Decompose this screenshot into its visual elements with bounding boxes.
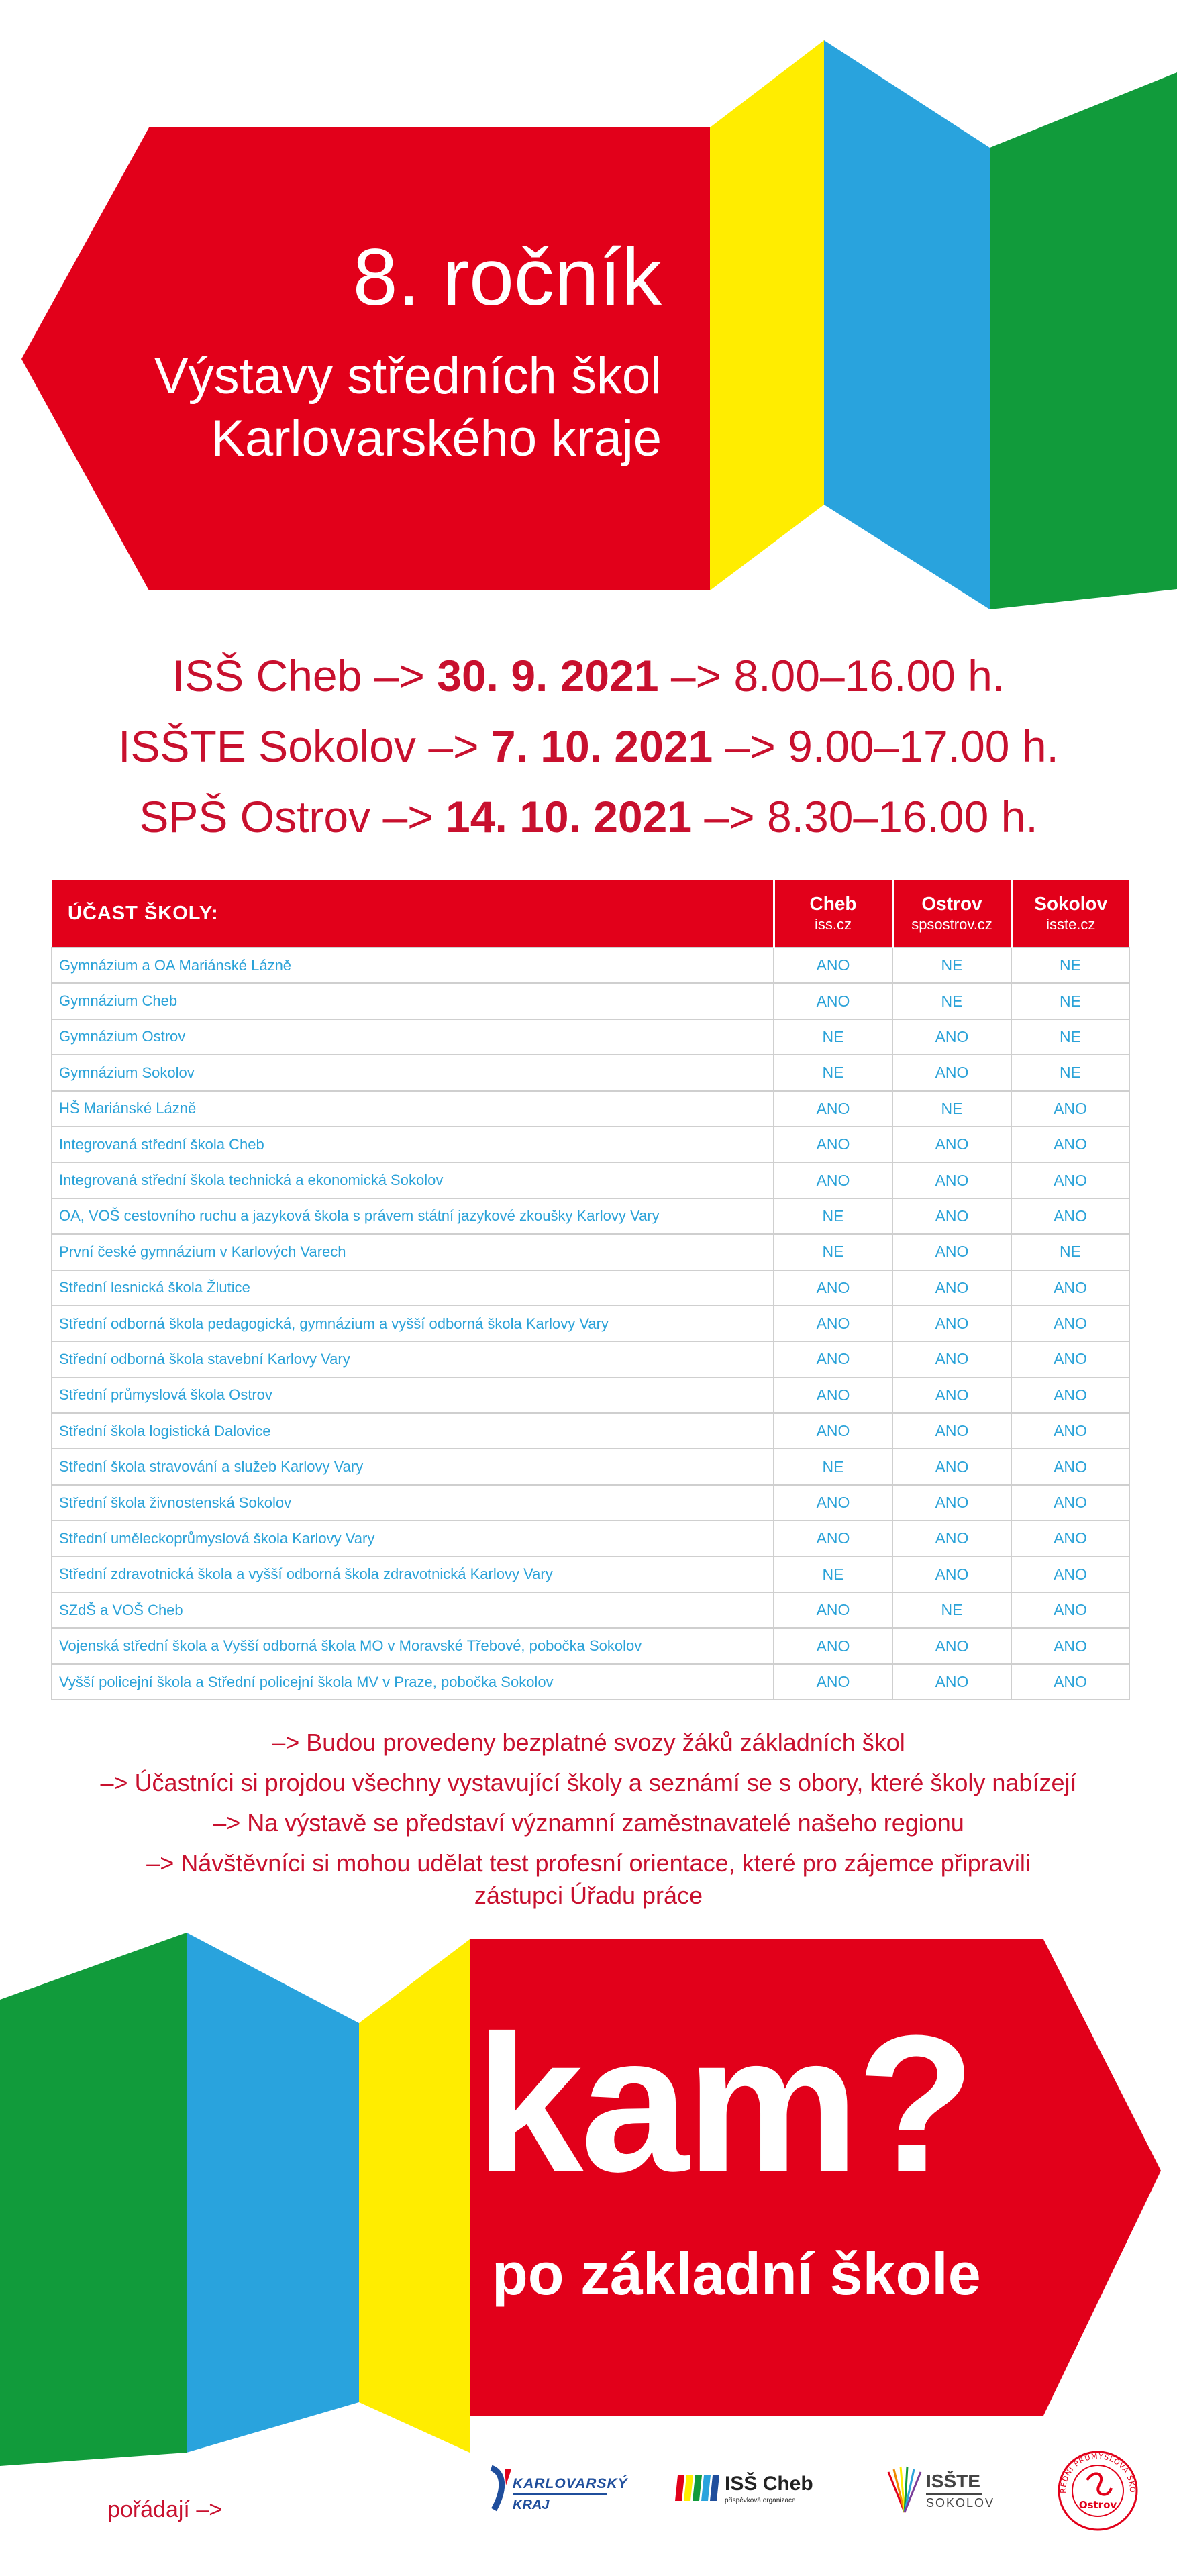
participation-cell: ANO bbox=[892, 1485, 1011, 1521]
participation-cell: ANO bbox=[1011, 1127, 1129, 1162]
school-name: Střední uměleckoprůmyslová škola Karlovy Vary bbox=[52, 1521, 774, 1556]
school-name: Gymnázium Sokolov bbox=[52, 1055, 774, 1090]
participation-cell: ANO bbox=[892, 1628, 1011, 1663]
participation-cell: ANO bbox=[1011, 1270, 1129, 1306]
school-name: Vojenská střední škola a Vyšší odborná škola MO v Moravské Třebové, pobočka Sokolov bbox=[52, 1628, 774, 1663]
schedule-line bbox=[0, 716, 1177, 776]
participation-cell: ANO bbox=[892, 1341, 1011, 1377]
participation-cell: ANO bbox=[1011, 1341, 1129, 1377]
participation-cell: NE bbox=[892, 983, 1011, 1019]
schedule-arrow: –> bbox=[382, 792, 433, 841]
schedule-hours: 8.00–16.00 h. bbox=[733, 651, 1005, 701]
table-row bbox=[52, 1162, 1129, 1198]
participation-cell: ANO bbox=[892, 1234, 1011, 1270]
school-name: Střední škola logistická Dalovice bbox=[52, 1413, 774, 1449]
participation-cell: ANO bbox=[892, 1664, 1011, 1700]
participation-cell: NE bbox=[774, 1557, 892, 1592]
top-banner-green-panel bbox=[990, 72, 1177, 609]
participation-cell: ANO bbox=[1011, 1628, 1129, 1663]
bottom-banner-green-panel bbox=[0, 1933, 187, 2466]
participation-cell: NE bbox=[1011, 983, 1129, 1019]
participation-cell: ANO bbox=[892, 1521, 1011, 1556]
participation-cell: ANO bbox=[892, 1198, 1011, 1234]
seal-ring-text: ŘEDNÍ PRŮMYSLOVÁ ŠKO bbox=[1058, 2451, 1137, 2493]
table-body bbox=[52, 947, 1129, 1700]
participation-cell: ANO bbox=[1011, 1664, 1129, 1700]
schedule-arrow: –> bbox=[670, 651, 722, 701]
table-row bbox=[52, 1628, 1129, 1663]
school-name: První české gymnázium v Karlových Varech bbox=[52, 1234, 774, 1270]
table-row bbox=[52, 1055, 1129, 1090]
participation-cell: ANO bbox=[892, 1270, 1011, 1306]
table-row bbox=[52, 1127, 1129, 1162]
participation-cell: ANO bbox=[892, 1055, 1011, 1090]
school-name: HŠ Mariánské Lázně bbox=[52, 1091, 774, 1127]
sps-ostrov-seal-icon bbox=[1055, 2448, 1141, 2534]
participation-cell: ANO bbox=[1011, 1485, 1129, 1521]
logo-text-line2: příspěvková organizace bbox=[725, 2497, 796, 2504]
logo-text-line2: Ostrov bbox=[1078, 2499, 1117, 2511]
table-row bbox=[52, 947, 1129, 983]
table-row bbox=[52, 1378, 1129, 1413]
school-name: Gymnázium a OA Mariánské Lázně bbox=[52, 947, 774, 983]
participation-cell: NE bbox=[892, 1091, 1011, 1127]
school-name: Střední průmyslová škola Ostrov bbox=[52, 1378, 774, 1413]
participation-cell: ANO bbox=[1011, 1449, 1129, 1484]
edition-title: 8. ročník bbox=[352, 232, 662, 322]
participation-cell: ANO bbox=[1011, 1091, 1129, 1127]
participation-cell: ANO bbox=[774, 1091, 892, 1127]
participation-cell: ANO bbox=[1011, 1592, 1129, 1628]
top-banner-blue-panel bbox=[824, 40, 990, 609]
table-row bbox=[52, 1521, 1129, 1556]
schedule-date: 30. 9. 2021 bbox=[437, 651, 659, 701]
schedule-arrow: –> bbox=[725, 721, 776, 771]
school-name: OA, VOŠ cestovního ruchu a jazyková škola s právem státní jazykové zkoušky Karlovy Vary bbox=[52, 1198, 774, 1234]
table-row bbox=[52, 1413, 1129, 1449]
slogan-small: po základní škole bbox=[492, 2240, 981, 2307]
info-note: –> Budou provedeny bezplatné svozy žáků základních škol bbox=[272, 1729, 905, 1756]
isste-sokolov-logo bbox=[886, 2464, 995, 2518]
table-row bbox=[52, 1341, 1129, 1377]
schedule-venue: ISŠTE Sokolov bbox=[118, 721, 416, 771]
table-row bbox=[52, 1485, 1129, 1521]
participation-cell: NE bbox=[1011, 1055, 1129, 1090]
bottom-banner-blue-panel bbox=[187, 1933, 359, 2453]
table-row bbox=[52, 1664, 1129, 1700]
school-name: Vyšší policejní škola a Střední policejní škola MV v Praze, pobočka Sokolov bbox=[52, 1664, 774, 1700]
school-name: Střední škola stravování a služeb Karlovy Vary bbox=[52, 1449, 774, 1484]
participation-cell: NE bbox=[1011, 1234, 1129, 1270]
column-name: Ostrov bbox=[921, 893, 982, 914]
school-name: Integrovaná střední škola Cheb bbox=[52, 1127, 774, 1162]
participation-cell: ANO bbox=[774, 1378, 892, 1413]
bottom-banner-yellow-panel bbox=[359, 1939, 470, 2453]
column-header-sokolov bbox=[1011, 880, 1129, 947]
table-header-row bbox=[52, 880, 1129, 947]
participation-cell: ANO bbox=[774, 1127, 892, 1162]
organizers-label: pořádají –> bbox=[107, 2497, 223, 2522]
participation-cell: ANO bbox=[892, 1162, 1011, 1198]
schedule-arrow: –> bbox=[704, 792, 755, 841]
schedule-date: 14. 10. 2021 bbox=[446, 792, 693, 841]
info-note: –> Účastníci si projdou všechny vystavující školy a seznámí se s obory, které školy nabízejí bbox=[100, 1769, 1077, 1796]
school-name: Střední odborná škola stavební Karlovy Vary bbox=[52, 1341, 774, 1377]
column-url: iss.cz bbox=[815, 916, 852, 933]
schedule-venue: ISŠ Cheb bbox=[172, 651, 362, 701]
karlovarsky-kraj-logo bbox=[487, 2461, 628, 2522]
school-name: Střední zdravotnická škola a vyšší odborná škola zdravotnická Karlovy Vary bbox=[52, 1557, 774, 1592]
participation-cell: ANO bbox=[1011, 1378, 1129, 1413]
logo-text-line1: KARLOVARSKÝ bbox=[513, 2476, 628, 2491]
table-heading: ÚČAST ŠKOLY: bbox=[52, 880, 774, 947]
participation-cell: NE bbox=[892, 1592, 1011, 1628]
participation-cell: NE bbox=[1011, 947, 1129, 983]
participation-cell: NE bbox=[774, 1198, 892, 1234]
schedule-venue: SPŠ Ostrov bbox=[139, 792, 371, 841]
participation-cell: NE bbox=[892, 947, 1011, 983]
schedule-hours: 8.30–16.00 h. bbox=[766, 792, 1038, 841]
isste-sokolov-book-icon bbox=[886, 2465, 923, 2514]
school-name: Gymnázium Cheb bbox=[52, 983, 774, 1019]
svg-text:STŘEDNÍ PRŮMYSLOVÁ ŠKOLA bbox=[1055, 2448, 1137, 2493]
school-name: Střední odborná škola pedagogická, gymnázium a vyšší odborná škola Karlovy Vary bbox=[52, 1306, 774, 1341]
participation-cell: ANO bbox=[774, 1592, 892, 1628]
participation-cell: ANO bbox=[774, 1664, 892, 1700]
participation-cell: ANO bbox=[774, 947, 892, 983]
slogan-big: kam? bbox=[475, 1995, 973, 2212]
participation-cell: NE bbox=[774, 1449, 892, 1484]
participation-cell: ANO bbox=[774, 1521, 892, 1556]
school-name: Gymnázium Ostrov bbox=[52, 1019, 774, 1055]
school-name: SZdŠ a VOŠ Cheb bbox=[52, 1592, 774, 1628]
column-url: spsostrov.cz bbox=[911, 916, 992, 933]
participation-cell: ANO bbox=[892, 1449, 1011, 1484]
participation-cell: ANO bbox=[892, 1127, 1011, 1162]
table-row bbox=[52, 1270, 1129, 1306]
participation-cell: NE bbox=[774, 1019, 892, 1055]
participation-cell: ANO bbox=[774, 1306, 892, 1341]
school-name: Střední lesnická škola Žlutice bbox=[52, 1270, 774, 1306]
table-row bbox=[52, 1198, 1129, 1234]
exhibition-subtitle-line2: Karlovarského kraje bbox=[211, 410, 662, 467]
table-row bbox=[52, 1234, 1129, 1270]
exhibition-subtitle-line1: Výstavy středních škol bbox=[154, 348, 662, 405]
participation-cell: ANO bbox=[1011, 1198, 1129, 1234]
school-name: Střední škola živnostenská Sokolov bbox=[52, 1485, 774, 1521]
logo-text-line2: KRAJ bbox=[513, 2497, 550, 2512]
participation-cell: ANO bbox=[1011, 1306, 1129, 1341]
column-name: Sokolov bbox=[1034, 893, 1108, 914]
table-row bbox=[52, 1091, 1129, 1127]
participation-cell: ANO bbox=[1011, 1162, 1129, 1198]
participation-cell: ANO bbox=[892, 1378, 1011, 1413]
iss-cheb-stripes-icon bbox=[675, 2475, 719, 2501]
table-row bbox=[52, 1306, 1129, 1341]
top-banner-yellow-panel bbox=[710, 40, 824, 590]
info-note: –> Návštěvníci si mohou udělat test profesní orientace, které pro zájemce připravili bbox=[146, 1849, 1031, 1877]
participation-cell: NE bbox=[774, 1055, 892, 1090]
participation-cell: ANO bbox=[892, 1019, 1011, 1055]
schedule-hours: 9.00–17.00 h. bbox=[788, 721, 1059, 771]
info-note: –> Na výstavě se představí významní zaměstnavatelé našeho regionu bbox=[213, 1809, 964, 1837]
logo-text-line1: ISŠTE bbox=[926, 2471, 980, 2491]
table-row bbox=[52, 1557, 1129, 1592]
iss-cheb-logo bbox=[675, 2473, 829, 2510]
column-name: Cheb bbox=[809, 893, 857, 914]
participation-table bbox=[51, 880, 1130, 1700]
table-row bbox=[52, 1592, 1129, 1628]
participation-cell: ANO bbox=[774, 1628, 892, 1663]
column-header-cheb bbox=[774, 880, 892, 947]
logo-text-line1: ISŠ Cheb bbox=[725, 2473, 813, 2495]
participation-cell: ANO bbox=[1011, 1521, 1129, 1556]
participation-cell: ANO bbox=[774, 1341, 892, 1377]
participation-cell: ANO bbox=[1011, 1557, 1129, 1592]
column-header-ostrov bbox=[892, 880, 1011, 947]
school-name: Integrovaná střední škola technická a ekonomická Sokolov bbox=[52, 1162, 774, 1198]
participation-cell: ANO bbox=[892, 1557, 1011, 1592]
schedule-arrow: –> bbox=[428, 721, 479, 771]
logo-text-line2: SOKOLOV bbox=[926, 2496, 995, 2510]
table-row bbox=[52, 983, 1129, 1019]
schedule-line bbox=[0, 646, 1177, 706]
column-url: isste.cz bbox=[1046, 916, 1096, 933]
sps-ostrov-logo bbox=[1055, 2448, 1141, 2534]
participation-cell: ANO bbox=[892, 1413, 1011, 1449]
participation-cell: ANO bbox=[774, 1485, 892, 1521]
participation-cell: ANO bbox=[774, 1413, 892, 1449]
participation-cell: ANO bbox=[774, 1162, 892, 1198]
participation-cell: NE bbox=[1011, 1019, 1129, 1055]
participation-cell: ANO bbox=[774, 983, 892, 1019]
schedule-line bbox=[0, 786, 1177, 847]
info-note: zástupci Úřadu práce bbox=[474, 1882, 703, 1909]
table-row bbox=[52, 1449, 1129, 1484]
participation-cell: ANO bbox=[774, 1270, 892, 1306]
participation-cell: ANO bbox=[892, 1306, 1011, 1341]
participation-cell: ANO bbox=[1011, 1413, 1129, 1449]
schedule-arrow: –> bbox=[374, 651, 425, 701]
participation-cell: NE bbox=[774, 1234, 892, 1270]
karlovarsky-kraj-emblem-icon bbox=[487, 2465, 514, 2512]
schedule-date: 7. 10. 2021 bbox=[491, 721, 713, 771]
table-row bbox=[52, 1019, 1129, 1055]
